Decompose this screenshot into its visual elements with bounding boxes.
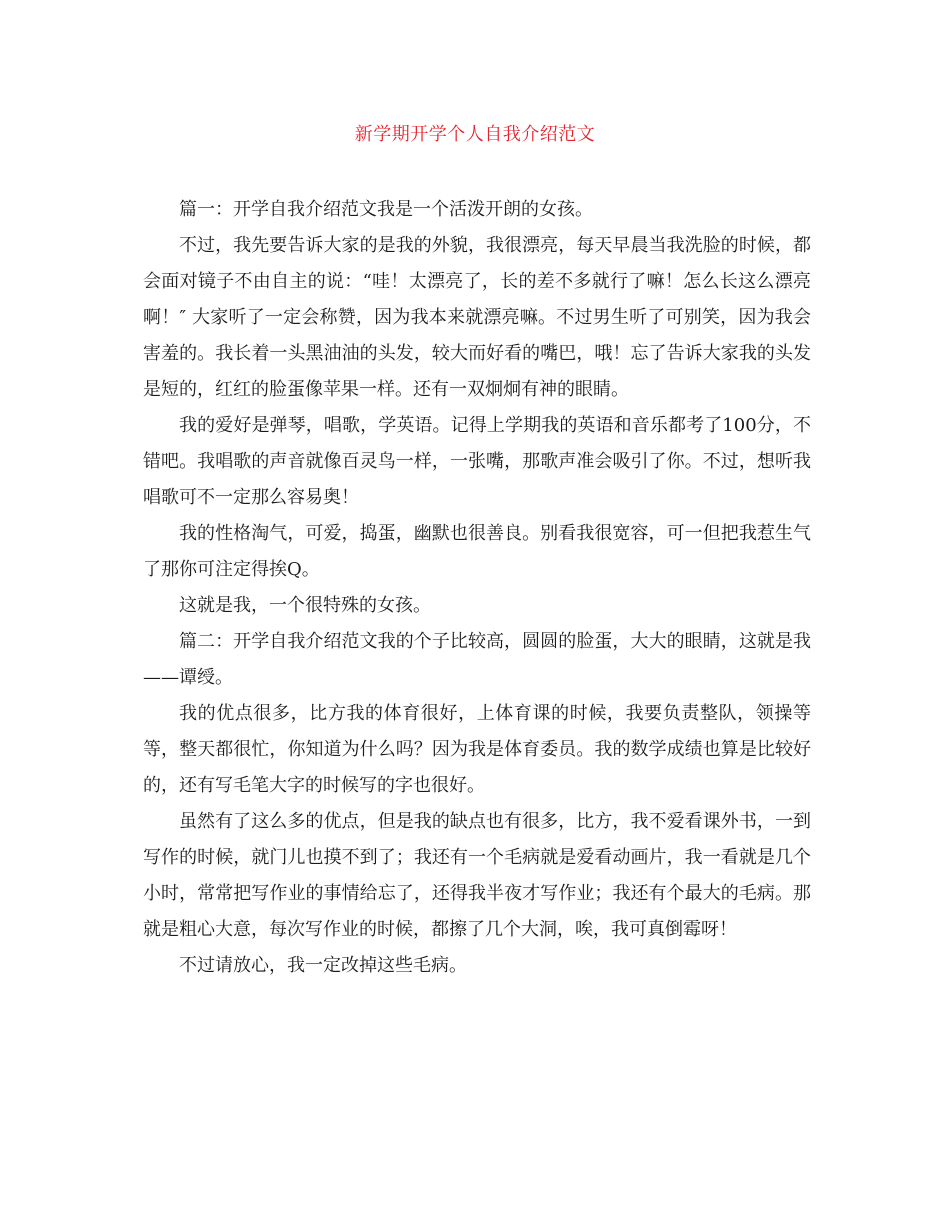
paragraph: 篇二：开学自我介绍范文我的个子比较高，圆圆的脸蛋，大大的眼睛，这就是我——谭绶。 <box>143 631 811 688</box>
paragraph: 虽然有了这么多的优点，但是我的缺点也有很多，比方，我不爱看课外书，一到写作的时候，就门儿也摸不到了；我还有一个毛病就是爱看动画片，我一看就是几个小时，常常把写作业的事情给忘了，还得我半夜才写作业；我还有个最大的毛病。那就是粗心大意，每次写作业的时候，都擦了几个大洞，唉，我可真倒霉呀！ <box>143 811 811 940</box>
paragraph: 篇一：开学自我介绍范文我是一个活泼开朗的女孩。 <box>179 199 593 220</box>
document-body <box>143 192 811 984</box>
paragraph: 我的爱好是弹琴，唱歌，学英语。记得上学期我的英语和音乐都考了100分，不错吧。我唱歌的声音就像百灵鸟一样，一张嘴，那歌声准会吸引了你。不过，想听我唱歌可不一定那么容易奥！ <box>143 415 811 508</box>
paragraph: 我的优点很多，比方我的体育很好，上体育课的时候，我要负责整队，领操等等，整天都很忙，你知道为什么吗？因为我是体育委员。我的数学成绩也算是比较好的，还有写毛笔大字的时候写的字也很好。 <box>143 703 811 796</box>
document-title: 新学期开学个人自我介绍范文 <box>354 124 596 145</box>
paragraph: 不过请放心，我一定改掉这些毛病。 <box>179 955 467 976</box>
paragraph: 这就是我，一个很特殊的女孩。 <box>179 595 431 616</box>
paragraph: 不过，我先要告诉大家的是我的外貌，我很漂亮，每天早晨当我洗脸的时候，都会面对镜子不由自主的说：“哇！太漂亮了，长的差不多就行了嘛！怎么长这么漂亮啊！″ 大家听了一定会称赞，因为我本来就漂亮嘛。不过男生听了可别笑，因为我会害羞的。我长着一头黑油油的头发，较大而好看的嘴巴，哦！忘了告诉大家我的头发是短的，红红的脸蛋像苹果一样。还有一双炯炯有神的眼睛。 <box>143 235 811 400</box>
paragraph: 我的性格淘气，可爱，捣蛋，幽默也很善良。别看我很宽容，可一但把我惹生气了那你可注定得挨Q。 <box>143 523 811 580</box>
